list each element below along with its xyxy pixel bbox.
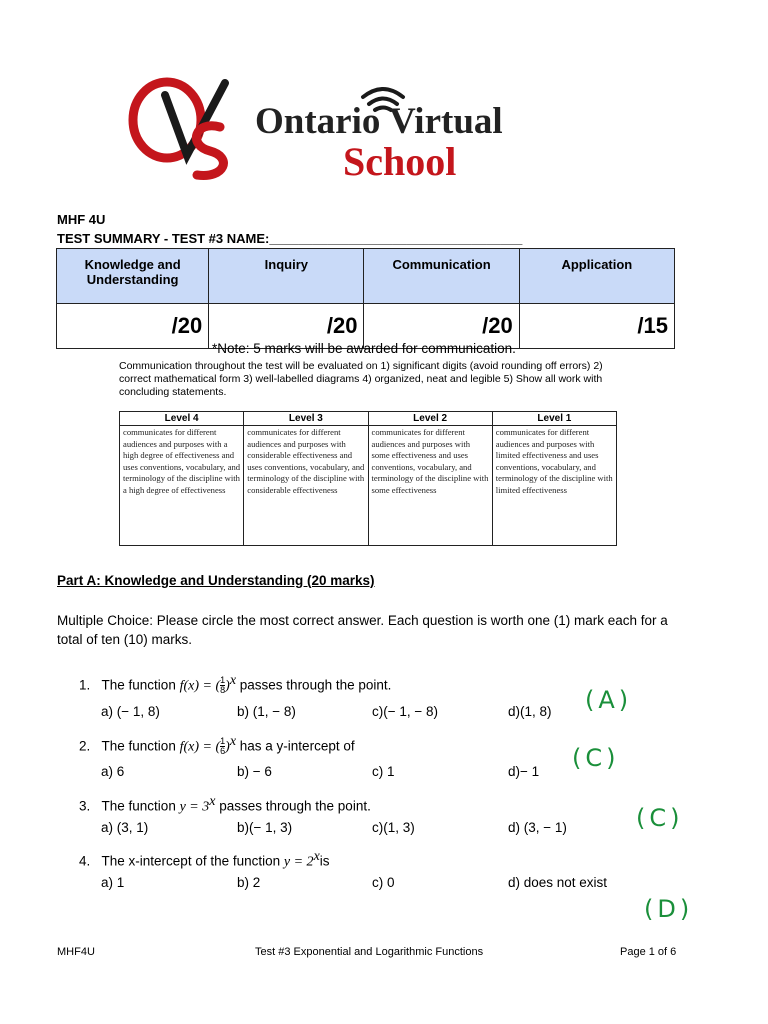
logo-text-ontario-virtual: Ontario Virtual — [255, 101, 503, 142]
question-4 — [79, 849, 330, 871]
fraction-denominator: 6 — [220, 746, 226, 757]
question-text: The x-intercept of the function — [101, 853, 284, 869]
exponent: x — [229, 673, 237, 688]
exponent: x — [229, 734, 237, 749]
rubric-header-level-3: Level 3 — [244, 412, 368, 426]
test-summary-name-line: TEST SUMMARY - TEST #3 NAME:___________________________________ — [57, 231, 523, 246]
score-value-communication: /20 — [364, 304, 519, 349]
exponent: x — [313, 849, 320, 864]
score-value-application: /15 — [519, 304, 674, 349]
part-a-title: Part A: Knowledge and Understanding (20 marks) — [57, 573, 375, 588]
rubric-level-4-description: communicates for different audiences and purposes with a high degree of effectiveness and uses conventions, vocabulary, and terminology of the discipline with a high degree of effectiveness — [120, 426, 244, 546]
fraction-denominator: 8 — [220, 685, 226, 696]
rubric-header-level-1: Level 1 — [492, 412, 616, 426]
question-number: 2. — [79, 738, 91, 754]
question-text: The function — [101, 798, 180, 814]
q4-option-d[interactable]: d) does not exist — [508, 875, 608, 890]
q2-handwritten-answer: (C) — [572, 744, 620, 772]
q2-option-a[interactable]: a) 6 — [101, 764, 125, 779]
course-code: MHF 4U — [57, 212, 106, 227]
communication-rubric-table — [119, 411, 617, 546]
score-header-knowledge: Knowledge and Understanding — [57, 249, 209, 304]
question-text-end: is — [319, 853, 330, 869]
score-value-inquiry: /20 — [209, 304, 364, 349]
question-math: f(x) = ( — [179, 739, 221, 755]
footer-page-number: Page 1 of 6 — [620, 946, 677, 958]
rubric-level-3-description: communicates for different audiences and purposes with considerable effectiveness and uses conventions, vocabulary, and terminology of the discipline with considerable effectiveness — [244, 426, 368, 546]
question-text-end: has a y-intercept of — [236, 738, 355, 754]
question-text: The function — [101, 738, 180, 754]
rubric-header-level-2: Level 2 — [368, 412, 492, 426]
score-value-knowledge: /20 — [57, 304, 209, 349]
q3-option-d[interactable]: d) (3, − 1) — [508, 820, 567, 835]
logo-text-school: School — [343, 139, 457, 184]
q1-option-d[interactable]: d)(1, 8) — [508, 704, 552, 719]
q3-handwritten-answer: (C) — [636, 804, 684, 832]
q2-option-b[interactable]: b) − 6 — [237, 764, 272, 779]
q3-option-c[interactable]: c)(1, 3) — [372, 820, 415, 835]
q1-handwritten-answer: (A) — [585, 686, 633, 714]
communication-criteria: Communication throughout the test will be evaluated on 1) significant digits (avoid rounding off errors) 2) correct mathematical form 3) well-labelled diagrams 4) organized, neat and legible 5) Show all work with concluding statements. — [119, 360, 603, 398]
q3-option-b[interactable]: b)(− 1, 3) — [237, 820, 293, 835]
score-table — [56, 248, 675, 349]
q1-option-b[interactable]: b) (1, − 8) — [237, 704, 296, 719]
footer-test-title: Test #3 Exponential and Logarithmic Functions — [255, 946, 484, 958]
question-2 — [79, 734, 355, 756]
score-header-application: Application — [519, 249, 674, 304]
q4-option-a[interactable]: a) 1 — [101, 875, 125, 890]
question-number: 4. — [79, 853, 91, 869]
question-number: 3. — [79, 798, 91, 814]
rubric-header-level-4: Level 4 — [120, 412, 244, 426]
q4-option-c[interactable]: c) 0 — [372, 875, 395, 890]
question-3 — [79, 794, 371, 816]
question-text-end: passes through the point. — [236, 677, 392, 693]
question-number: 1. — [79, 677, 91, 693]
fraction-numerator: 1 — [220, 675, 226, 686]
multiple-choice-instructions: Multiple Choice: Please circle the most correct answer. Each question is worth one (1) mark each for a total of ten (10) marks. — [57, 613, 668, 647]
question-math: y = 3 — [179, 799, 210, 815]
score-header-inquiry: Inquiry — [209, 249, 364, 304]
footer-course: MHF4U — [57, 946, 95, 958]
exponent: x — [209, 794, 216, 809]
question-text: The function — [101, 677, 180, 693]
question-text-end: passes through the point. — [215, 798, 371, 814]
rubric-level-1-description: communicates for different audiences and purposes with limited effectiveness and uses conventions, vocabulary, and terminology of the discipline with limited effectiveness — [492, 426, 616, 546]
q1-option-a[interactable]: a) (− 1, 8) — [101, 704, 160, 719]
rubric-level-2-description: communicates for different audiences and purposes with some effectiveness and uses conventions, vocabulary, and terminology of the discipline with some effectiveness — [368, 426, 492, 546]
q1-option-c[interactable]: c)(− 1, − 8) — [372, 704, 439, 719]
question-math: y = 2 — [283, 854, 314, 870]
q4-option-b[interactable]: b) 2 — [237, 875, 261, 890]
communication-note: *Note: 5 marks will be awarded for communication. — [212, 341, 516, 356]
question-math-close: ) — [225, 678, 230, 694]
fraction-numerator: 1 — [220, 736, 226, 747]
score-header-communication: Communication — [364, 249, 519, 304]
question-math-close: ) — [225, 739, 230, 755]
q3-option-a[interactable]: a) (3, 1) — [101, 820, 149, 835]
q2-option-c[interactable]: c) 1 — [372, 764, 395, 779]
q2-option-d[interactable]: d)− 1 — [508, 764, 540, 779]
q4-handwritten-answer: (D) — [644, 895, 694, 923]
question-1 — [79, 673, 391, 695]
question-math: f(x) = ( — [179, 678, 221, 694]
